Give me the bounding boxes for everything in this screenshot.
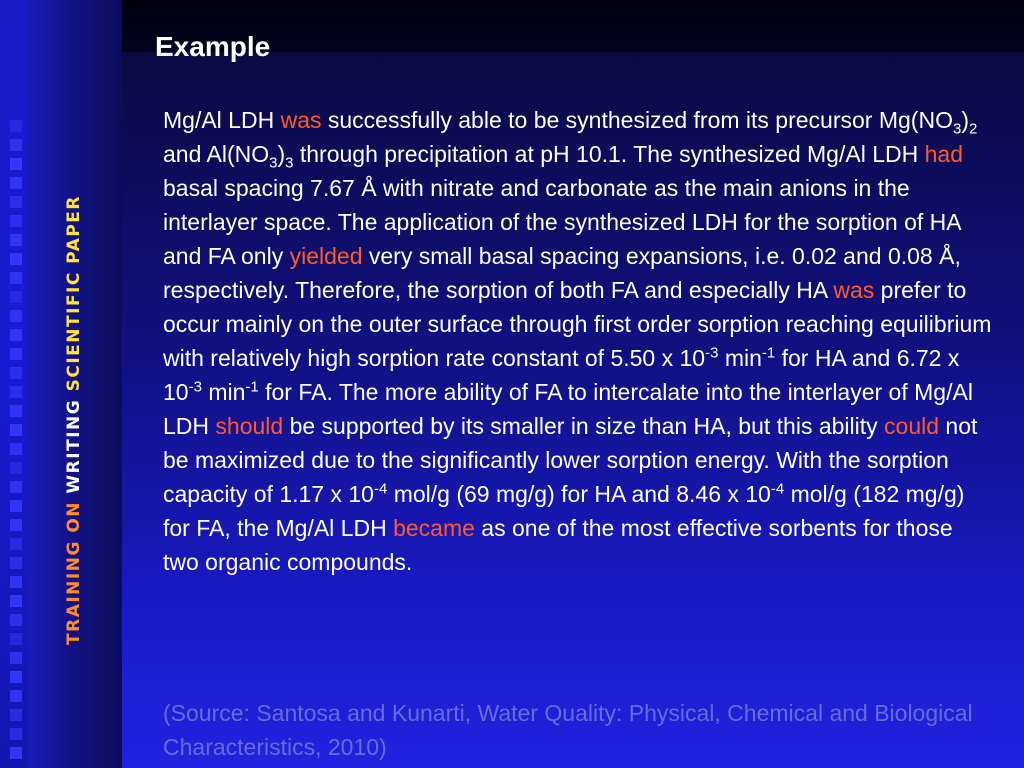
left-sidebar <box>0 0 122 768</box>
superscript: -1 <box>761 344 776 362</box>
decorative-square <box>10 367 22 379</box>
decorative-square <box>10 139 22 151</box>
source-citation: (Source: Santosa and Kunarti, Water Quality: Physical, Chemical and Biological Characteristics, 2010) <box>163 700 973 760</box>
decorative-square <box>10 234 22 246</box>
decorative-square <box>10 519 22 531</box>
text-span: for HA and 6.72 x 10 <box>163 345 960 405</box>
subscript: 3 <box>285 154 294 172</box>
superscript: -4 <box>770 480 785 498</box>
text-span: Mg/Al LDH <box>163 107 281 133</box>
superscript: -4 <box>373 480 388 498</box>
sidebar-title-scientific-paper: SCIENTIFIC PAPER <box>64 195 84 392</box>
highlight-word: could <box>884 413 940 439</box>
highlight-word: yielded <box>289 243 363 269</box>
highlight-word: was <box>280 107 322 133</box>
decorative-square <box>10 329 22 341</box>
decorative-square <box>10 158 22 170</box>
decorative-square <box>10 652 22 664</box>
decorative-square <box>10 291 22 303</box>
subscript: 3 <box>952 120 962 138</box>
subscript: 3 <box>269 154 278 172</box>
decorative-square <box>10 177 22 189</box>
superscript: -3 <box>705 344 719 362</box>
decorative-square <box>10 690 22 702</box>
text-span: successfully able to be synthesized from its precursor Mg(NO <box>321 107 953 133</box>
decorative-square <box>10 747 22 759</box>
decorative-square <box>10 348 22 360</box>
superscript: -3 <box>188 378 202 396</box>
example-paragraph <box>163 103 993 579</box>
decorative-square <box>10 405 22 417</box>
decorative-square <box>10 462 22 474</box>
decorative-square <box>10 253 22 265</box>
text-span: mol/g (69 mg/g) for HA and 8.46 x 10 <box>387 481 771 507</box>
decorative-square <box>10 728 22 740</box>
decorative-square <box>10 196 22 208</box>
text-span: through precipitation at pH 10.1. The synthesized Mg/Al LDH <box>293 141 925 167</box>
decorative-square <box>10 272 22 284</box>
text-span: min <box>718 345 762 371</box>
decorative-square <box>10 614 22 626</box>
text-span: basal spacing 7.67 Å with nitrate and carbonate as the main anions in the interlayer space. The application of the synthesized LDH for the sorption of HA and FA only <box>163 175 961 269</box>
page-title: Example <box>155 31 271 62</box>
decorative-square <box>10 215 22 227</box>
decorative-square <box>10 120 22 132</box>
decorative-square <box>10 310 22 322</box>
text-span: not be maximized due to the significantly lower sorption energy. With the sorption capacity of 1.17 x 10 <box>163 413 978 507</box>
text-span: ) <box>961 107 969 133</box>
text-span: for FA. The more ability of FA to intercalate into the interlayer of Mg/Al LDH <box>163 379 973 439</box>
text-span: min <box>201 379 246 405</box>
sidebar-title-training: TRAINING ON <box>64 493 84 645</box>
decorative-square <box>10 557 22 569</box>
decorative-squares <box>4 120 28 768</box>
decorative-square <box>10 538 22 550</box>
highlight-word: was <box>833 277 875 303</box>
highlight-word: became <box>393 515 475 541</box>
decorative-square <box>10 386 22 398</box>
highlight-word: should <box>215 413 284 439</box>
text-span: be supported by its smaller in size than HA, but this ability <box>283 413 885 439</box>
text-span: mol/g (182 mg/g) for FA, the Mg/Al LDH <box>163 481 965 541</box>
decorative-square <box>10 709 22 721</box>
text-span: prefer to occur mainly on the outer surface through first order sorption reaching equilibrium with relatively high sorption rate constant of 5.50 x 10 <box>163 277 992 371</box>
decorative-square <box>10 576 22 588</box>
decorative-square <box>10 443 22 455</box>
decorative-square <box>10 595 22 607</box>
highlight-word: had <box>924 141 963 167</box>
text-span: as one of the most effective sorbents for those two organic compounds. <box>163 515 953 575</box>
decorative-square <box>10 424 22 436</box>
decorative-square <box>10 481 22 493</box>
decorative-square <box>10 633 22 645</box>
sidebar-title <box>64 195 84 645</box>
decorative-square <box>10 671 22 683</box>
subscript: 2 <box>968 120 978 138</box>
text-span: and Al(NO <box>163 141 270 167</box>
superscript: -1 <box>245 378 259 396</box>
sidebar-title-writing: WRITING <box>64 391 84 494</box>
decorative-square <box>10 500 22 512</box>
text-span: very small basal spacing expansions, i.e. 0.02 and 0.08 Å, respectively. Therefore, the sorption of both FA and especially HA <box>163 243 961 303</box>
text-span: ) <box>277 141 286 167</box>
